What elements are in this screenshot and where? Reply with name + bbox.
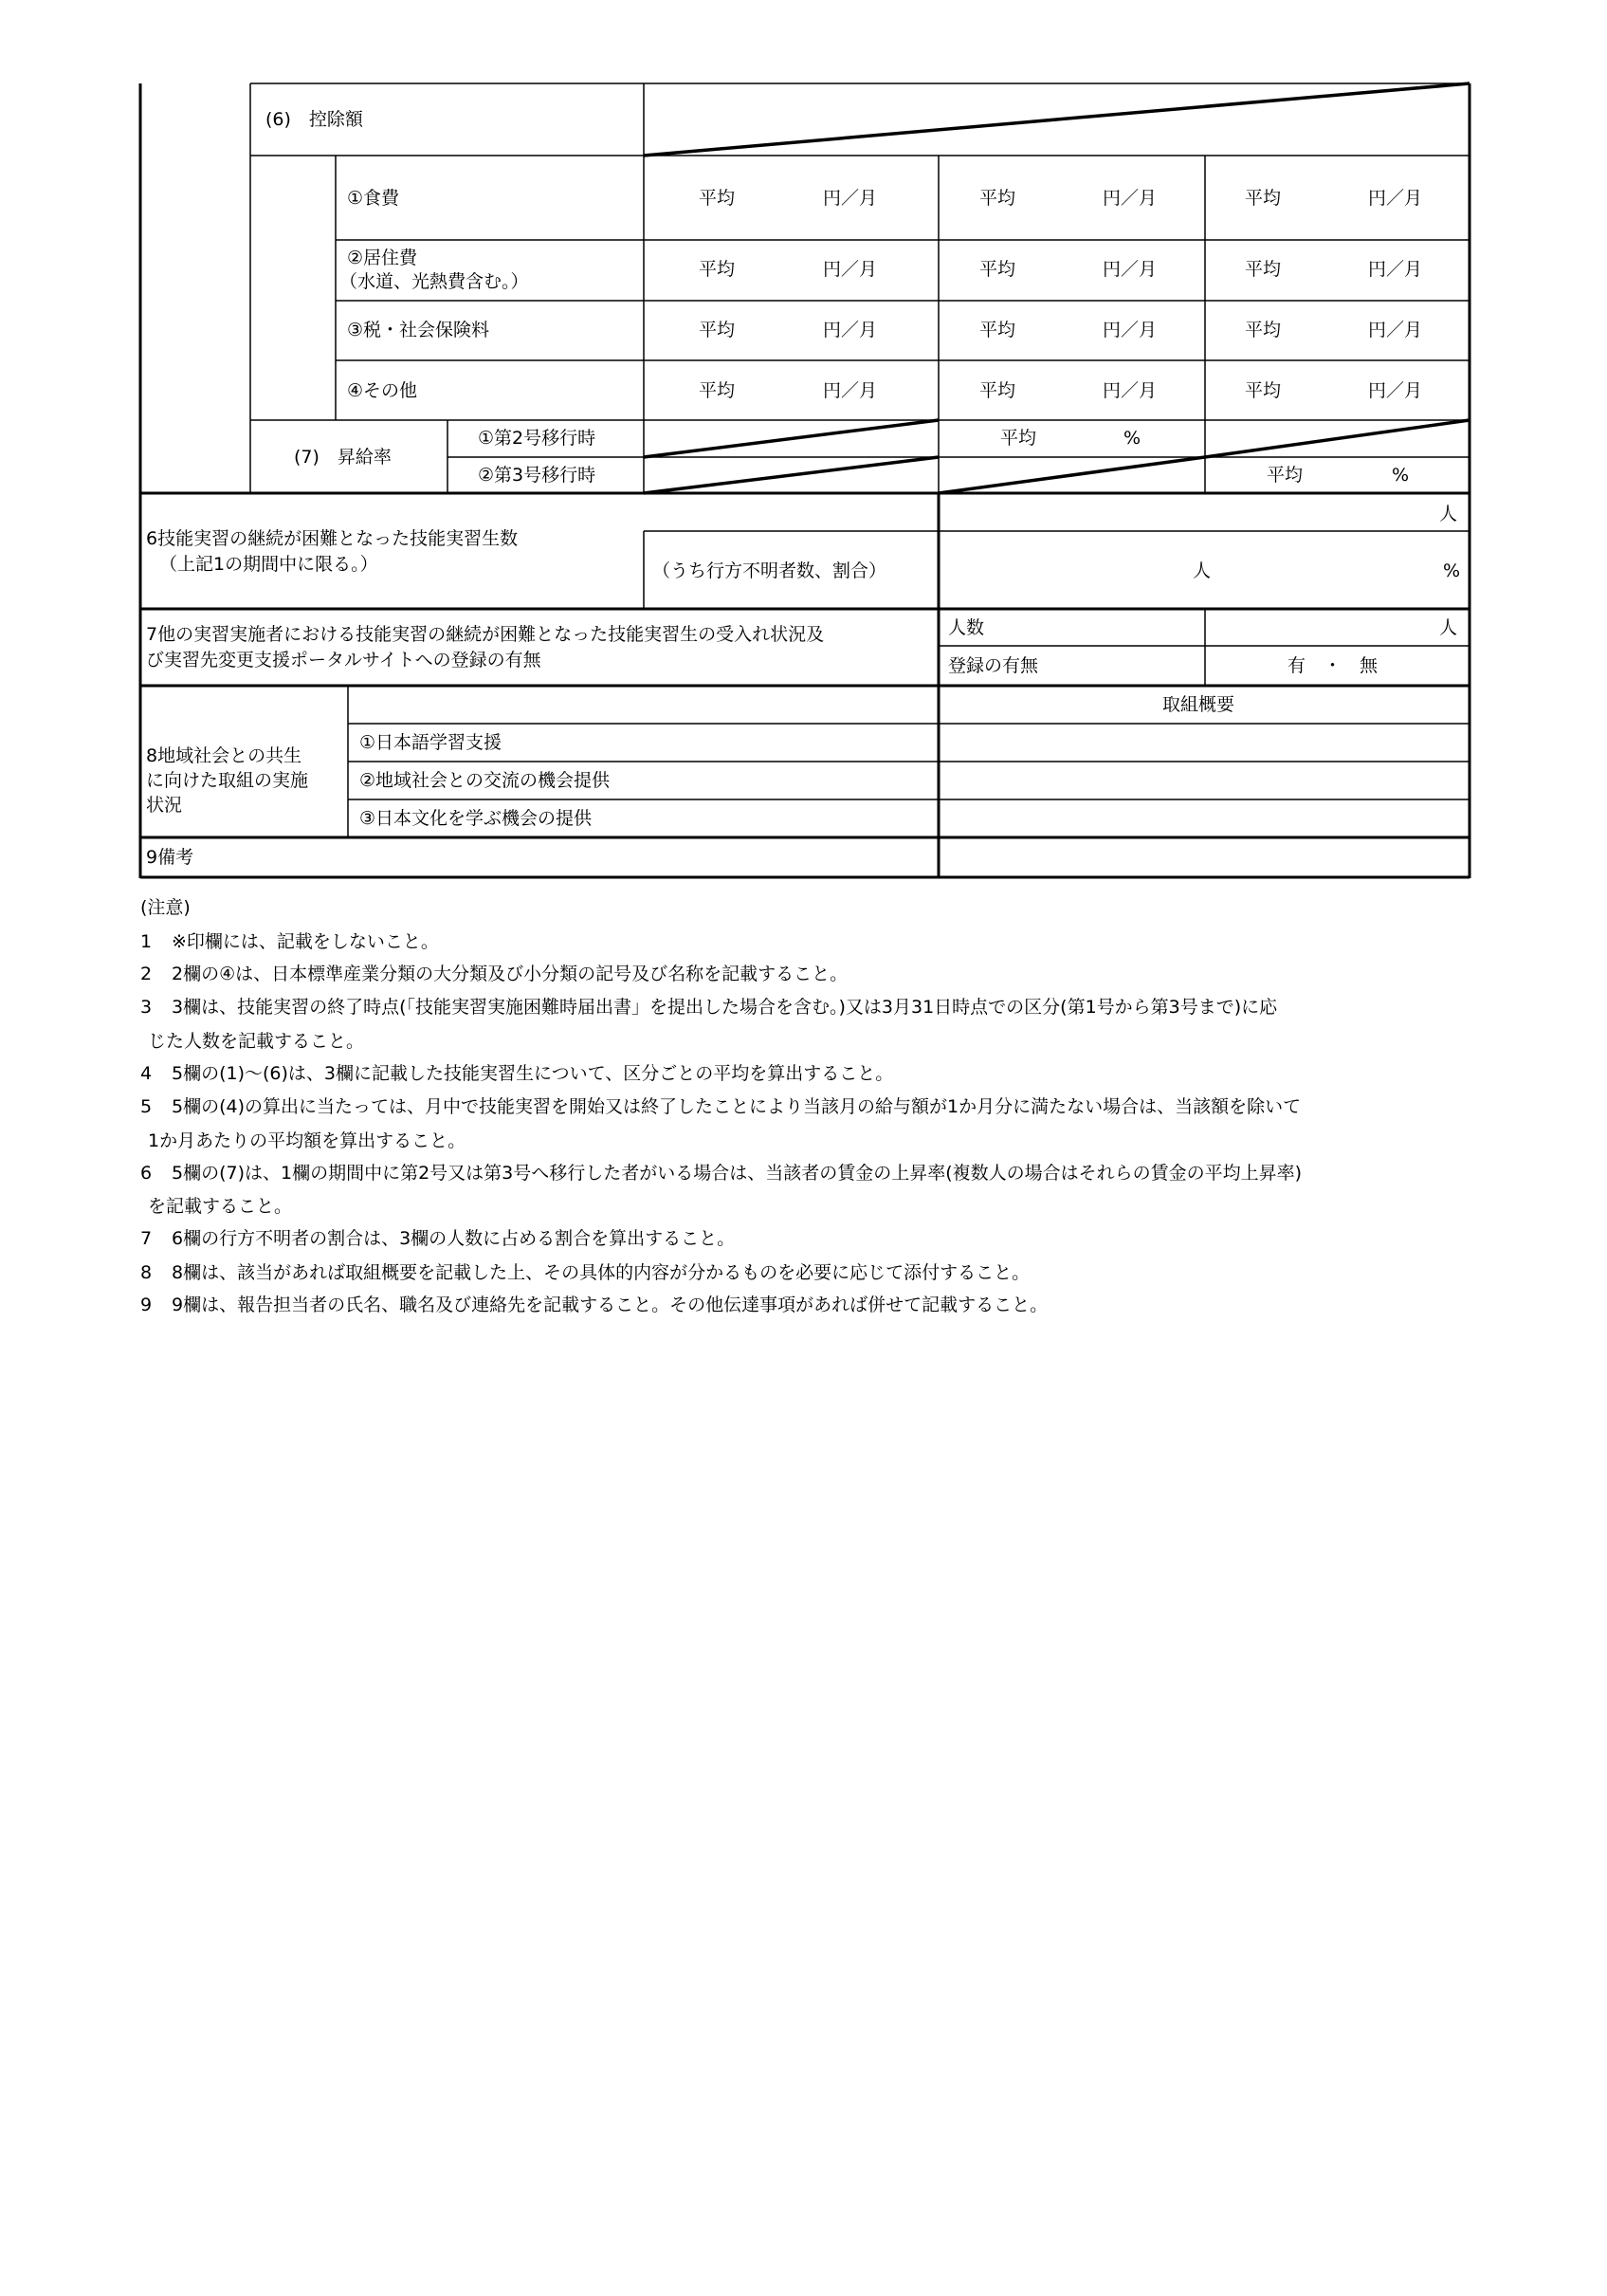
section8-item-japanese: ①日本語学習支援: [359, 732, 502, 753]
raise-avg-3: 平均: [1267, 465, 1304, 486]
deduction-avg-label: 平均: [699, 320, 736, 340]
deduction-unit-label: 円／月: [1368, 320, 1423, 340]
section6-unit-person: 人: [1439, 504, 1458, 524]
deduction-avg-label: 平均: [1245, 259, 1282, 280]
note-text: 5欄の(1)～(6)は、3欄に記載した技能実習生について、区分ごとの平均を算出すること。: [172, 1063, 894, 1084]
note-text: 3欄は、技能実習の終了時点(「技能実習実施困難時届出書」を提出した場合を含む。)又は3月31日時点での区分(第1号から第3号まで)に応: [172, 997, 1278, 1018]
raise-avg-2: 平均: [1000, 428, 1037, 449]
deduction-item-food: ①食費: [347, 188, 400, 209]
note-number: 1: [140, 931, 153, 952]
note-number: 4: [140, 1063, 153, 1084]
deduction-unit-label: 円／月: [823, 320, 878, 340]
section7-label: 7他の実習実施者における技能実習の継続が困難となった技能実習生の受入れ状況及: [146, 624, 825, 645]
section6-missing-unit-percent: %: [1443, 560, 1461, 581]
deduction-unit-label: 円／月: [1368, 380, 1423, 401]
raise-row-3: ②第3号移行時: [478, 465, 596, 486]
deduction-avg-label: 平均: [699, 380, 736, 401]
section7-unit-person: 人: [1439, 617, 1458, 638]
deduction-avg-label: 平均: [1245, 188, 1282, 209]
section6-label-sub: （上記1の期間中に限る。）: [159, 554, 378, 575]
section9-label: 9備考: [146, 847, 194, 868]
note-text: 5欄の(4)の算出に当たっては、月中で技能実習を開始又は終了したことにより当該月の給与額が1か月分に満たない場合は、当該額を除いて: [172, 1096, 1302, 1117]
deduction-unit-label: 円／月: [823, 188, 878, 209]
deduction-avg-label: 平均: [1245, 380, 1282, 401]
section7-label-cont: び実習先変更支援ポータルサイトへの登録の有無: [146, 650, 541, 670]
deduction-avg-label: 平均: [979, 380, 1016, 401]
deduction-unit-label: 円／月: [1103, 320, 1158, 340]
section8-label-2: に向けた取組の実施: [146, 770, 309, 791]
deduction-item-other: ④その他: [347, 380, 418, 401]
note-text: 9欄は、報告担当者の氏名、職名及び連絡先を記載すること。その他伝達事項があれば併せて記載すること。: [172, 1295, 1049, 1315]
deduction-avg-label: 平均: [1245, 320, 1282, 340]
note-number: 7: [140, 1228, 153, 1249]
deduction-item-tax: ③税・社会保険料: [347, 320, 490, 340]
note-number: 6: [140, 1163, 153, 1184]
note-text: ※印欄には、記載をしないこと。: [172, 931, 439, 952]
deduction-unit-label: 円／月: [1368, 259, 1423, 280]
raise-unit-2: %: [1123, 428, 1141, 449]
section6-missing-unit-person: 人: [1193, 560, 1212, 581]
section6-label: 6技能実習の継続が困難となった技能実習生数: [146, 528, 519, 549]
raise-header: (7) 昇給率: [294, 447, 392, 468]
notes-title: (注意): [140, 897, 191, 918]
section7-count-label: 人数: [948, 617, 985, 638]
note-number: 9: [140, 1295, 153, 1315]
note-text: 1か月あたりの平均額を算出すること。: [148, 1130, 466, 1151]
note-text: 2欄の④は、日本標準産業分類の大分類及び小分類の記号及び名称を記載すること。: [172, 964, 849, 984]
deduction-unit-label: 円／月: [1103, 259, 1158, 280]
deduction-avg-label: 平均: [699, 188, 736, 209]
note-number: 3: [140, 997, 153, 1018]
section8-item-community: ②地域社会との交流の機会提供: [359, 770, 611, 791]
deduction-unit-label: 円／月: [823, 380, 878, 401]
deduction-avg-label: 平均: [979, 188, 1016, 209]
note-number: 8: [140, 1262, 153, 1283]
section8-label-3: 状況: [146, 795, 183, 816]
deduction-item-housing: ②居住費: [347, 248, 418, 268]
raise-row-2: ①第2号移行時: [478, 428, 596, 449]
note-number: 2: [140, 964, 153, 984]
deduction-unit-label: 円／月: [1103, 380, 1158, 401]
note-number: 5: [140, 1096, 153, 1117]
note-text: 6欄の行方不明者の割合は、3欄の人数に占める割合を算出すること。: [172, 1228, 736, 1249]
raise-unit-3: %: [1392, 465, 1410, 486]
section6-missing-label: （うち行方不明者数、割合）: [652, 560, 887, 581]
deductions-header: (6) 控除額: [265, 109, 363, 130]
deduction-avg-label: 平均: [699, 259, 736, 280]
note-text: 8欄は、該当があれば取組概要を記載した上、その具体的内容が分かるものを必要に応じて添付すること。: [172, 1262, 1031, 1283]
section7-registration-options: 有 ・ 無: [1287, 655, 1379, 676]
section8-item-culture: ③日本文化を学ぶ機会の提供: [359, 808, 593, 829]
deduction-unit-label: 円／月: [1103, 188, 1158, 209]
deduction-unit-label: 円／月: [823, 259, 878, 280]
note-text: じた人数を記載すること。: [148, 1031, 365, 1052]
deduction-avg-label: 平均: [979, 259, 1016, 280]
note-text: を記載すること。: [148, 1196, 293, 1217]
deduction-avg-label: 平均: [979, 320, 1016, 340]
note-text: 5欄の(7)は、1欄の期間中に第2号又は第3号へ移行した者がいる場合は、当該者の賃金の上昇率(複数人の場合はそれらの賃金の平均上昇率): [172, 1163, 1303, 1184]
section8-label-1: 8地域社会との共生: [146, 745, 302, 766]
deduction-unit-label: 円／月: [1368, 188, 1423, 209]
section8-overview-header: 取組概要: [1162, 694, 1235, 715]
section7-registration-label: 登録の有無: [948, 655, 1039, 676]
deduction-item-housing-note: （水道、光熱費含む。）: [339, 271, 529, 292]
